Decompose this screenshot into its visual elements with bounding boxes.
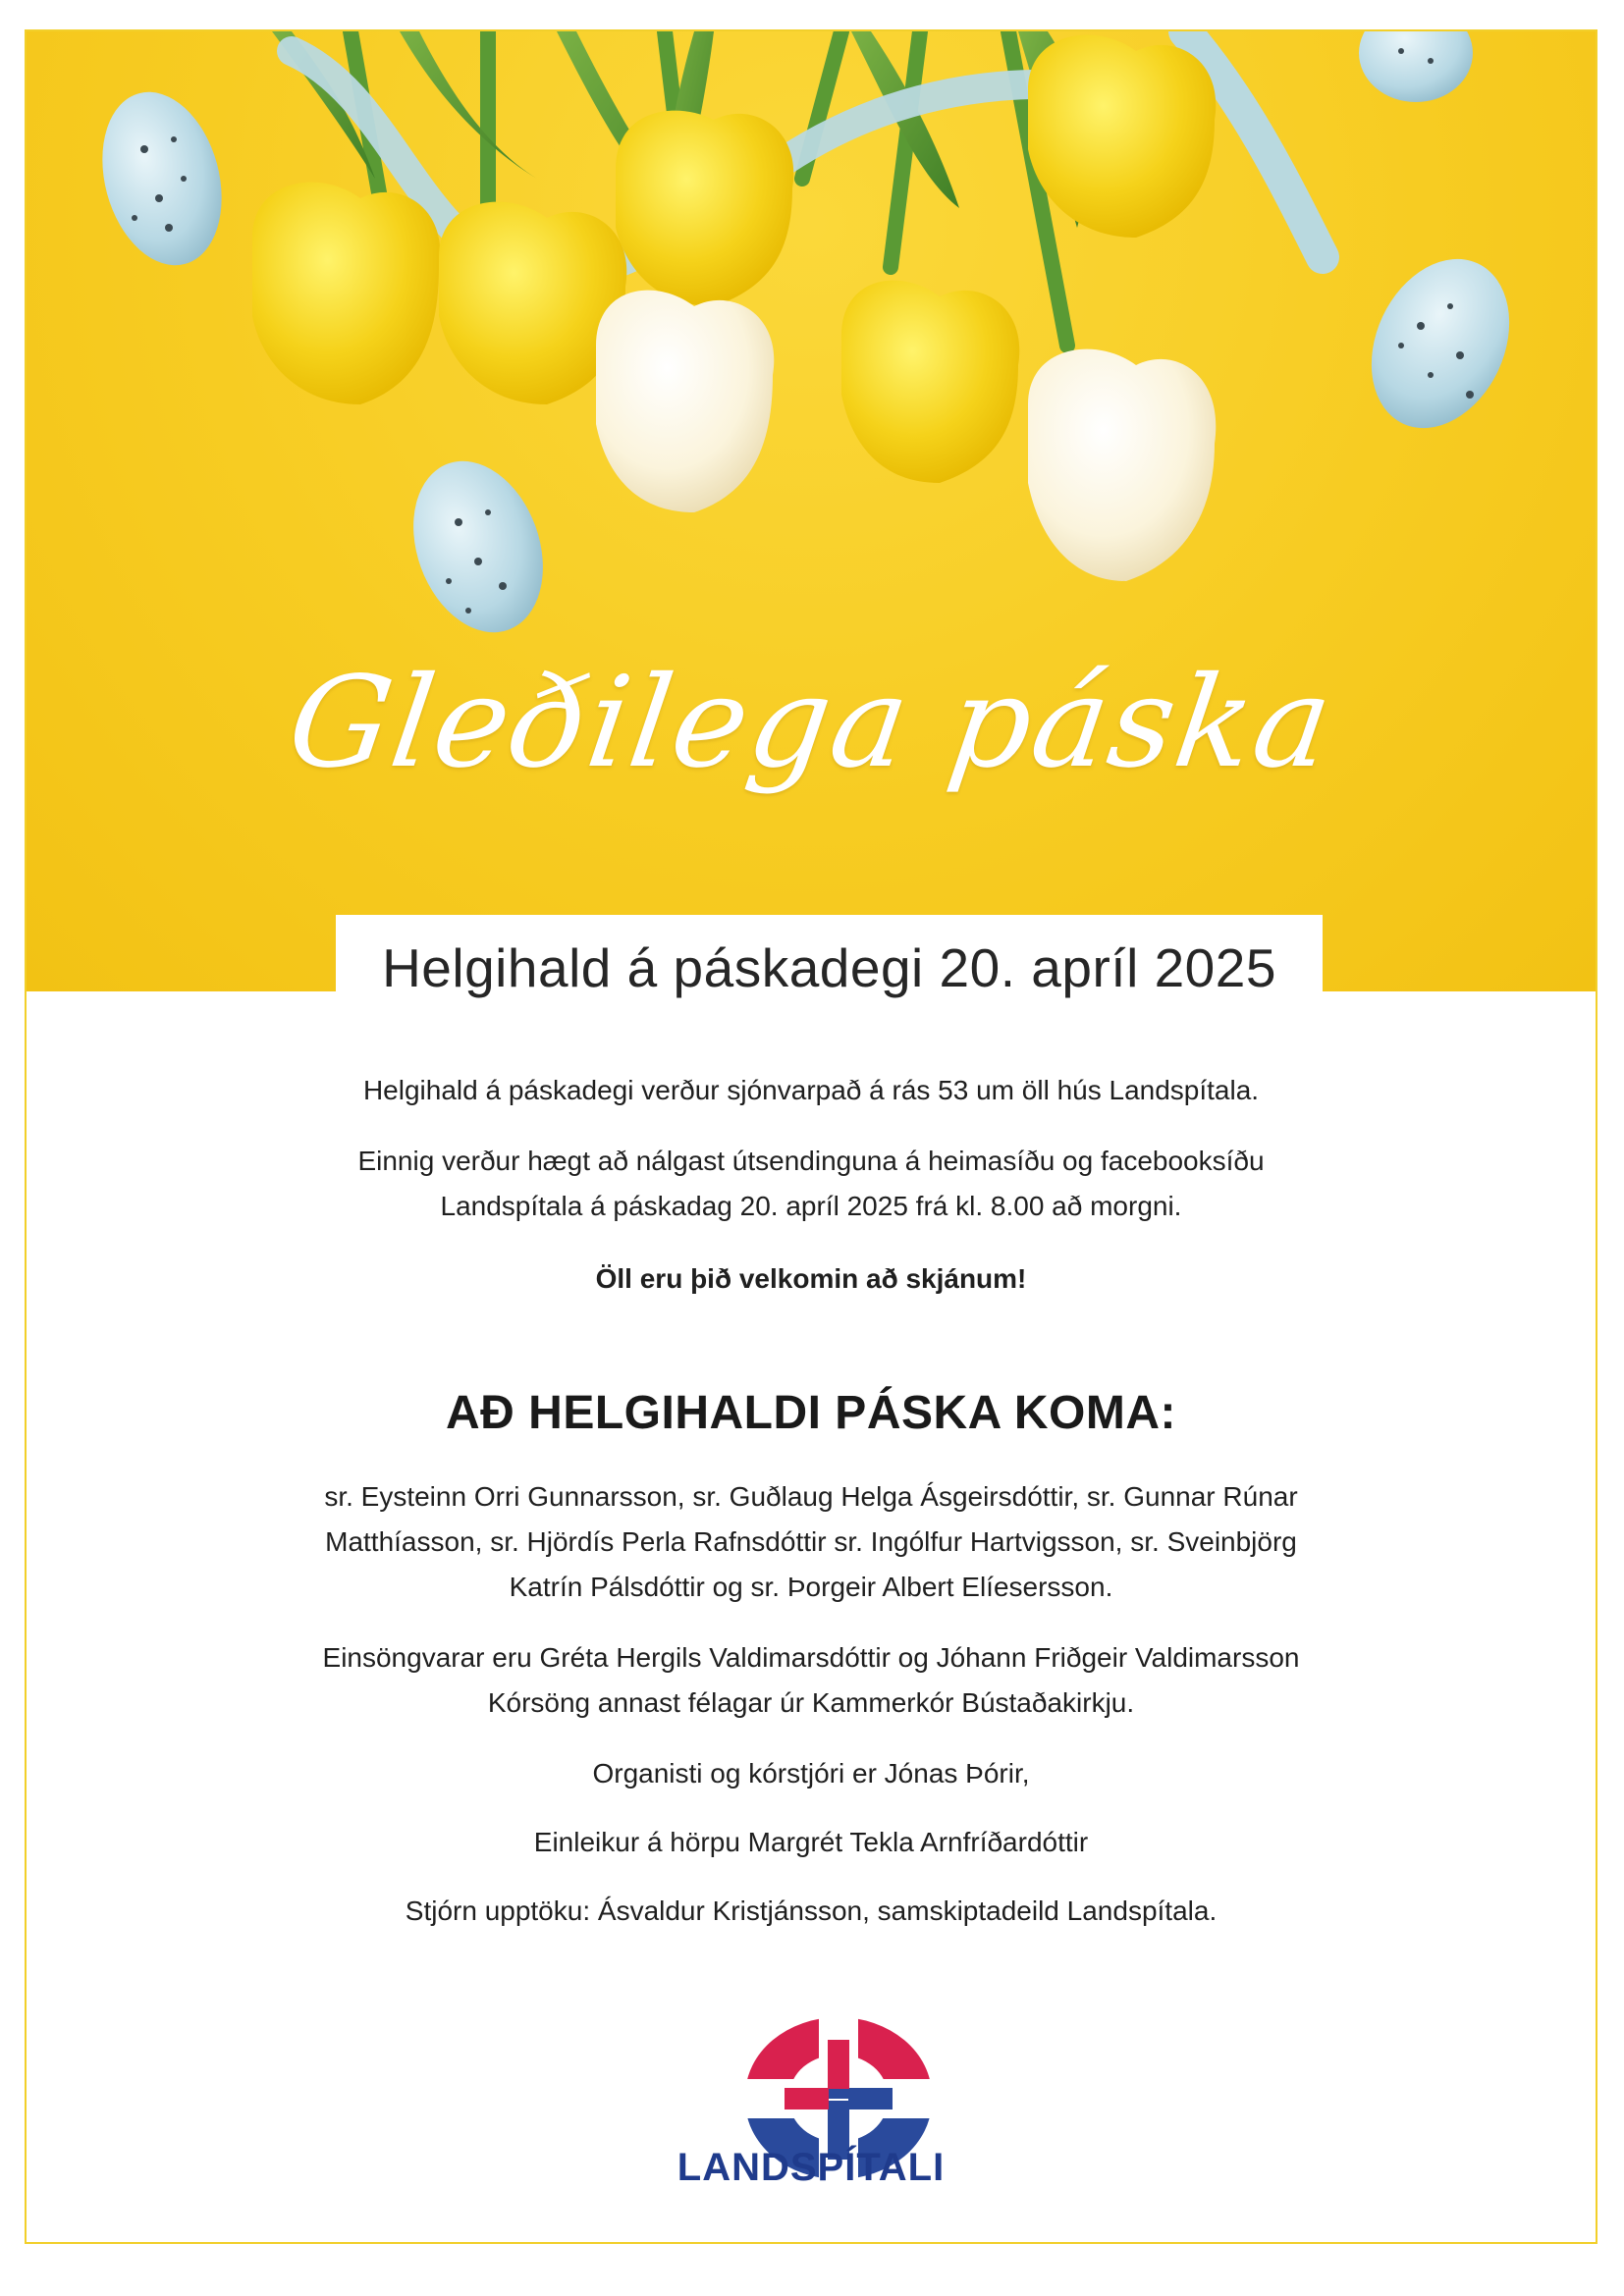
greeting-title: Gleðilega páska (280, 650, 1342, 796)
landspitali-logo-text: LANDSPÍTALI (677, 2146, 946, 2189)
organist-section (27, 1751, 1596, 1796)
event-title-box (336, 915, 1323, 1021)
choir-text: Kórsöng annast félagar úr Kammerkór Bústaðakirkju. (487, 1687, 1135, 1718)
harp-text: Einleikur á hörpu Margrét Tekla Arnfríðardóttir (533, 1827, 1089, 1857)
recording-section (27, 1889, 1596, 1934)
hero-image (27, 31, 1596, 991)
intro-broadcast: Helgihald á páskadegi verður sjónvarpað á rás 53 um öll hús Landspítala. (362, 1075, 1260, 1105)
priests-line-3: Katrín Pálsdóttir og sr. Þorgeir Albert Elíesersson. (509, 1572, 1113, 1602)
event-title: Helgihald á páskadegi 20. apríl 2025 (382, 937, 1276, 998)
recording-text: Stjórn upptöku: Ásvaldur Kristjánsson, samskiptadeild Landspítala. (405, 1896, 1218, 1926)
tulips-and-eggs-illustration (27, 31, 1596, 991)
intro-section (27, 1068, 1596, 1113)
soloists-text: Einsöngvarar eru Gréta Hergils Valdimarsdóttir og Jóhann Friðgeir Valdimarsson (322, 1642, 1300, 1673)
priests-section (27, 1474, 1596, 1610)
priests-line-2: Matthíasson, sr. Hjördís Perla Rafnsdóttir sr. Ingólfur Hartvigsson, sr. Sveinbjörg (325, 1526, 1297, 1557)
welcome-section (27, 1256, 1596, 1302)
priests-line-1: sr. Eysteinn Orri Gunnarsson, sr. Guðlaug Helga Ásgeirsdóttir, sr. Gunnar Rúnar (324, 1481, 1298, 1512)
poster-frame (25, 29, 1597, 2244)
intro-online-line-2: Landspítala á páskadag 20. apríl 2025 frá kl. 8.00 að morgni. (440, 1191, 1182, 1221)
welcome-text: Öll eru þið velkomin að skjánum! (595, 1263, 1027, 1294)
organist-text: Organisti og kórstjóri er Jónas Þórir, (592, 1758, 1030, 1789)
participants-heading: AÐ HELGIHALDI PÁSKA KOMA: (445, 1387, 1177, 1439)
music-section (27, 1635, 1596, 1726)
intro-online-section (27, 1139, 1596, 1229)
intro-online-line-1: Einnig verður hægt að nálgast útsendinguna á heimasíðu og facebooksíðu (357, 1146, 1265, 1176)
harp-section (27, 1820, 1596, 1865)
